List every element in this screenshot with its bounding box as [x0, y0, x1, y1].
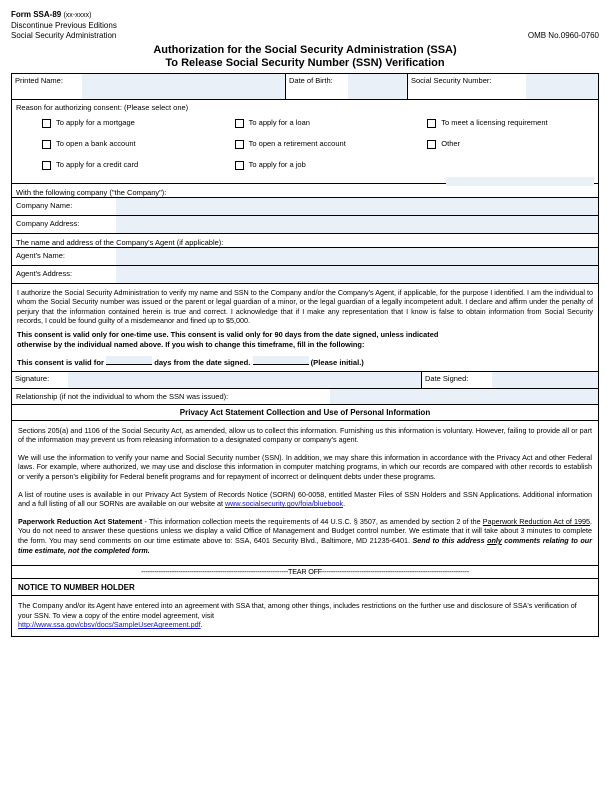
pra-text-1: - This information collection meets the requirements of 44 U.S.C. § 3507, as amended by section 2 of the: [142, 516, 483, 526]
relationship-row: [12, 389, 598, 405]
checkbox-bank-account[interactable]: [16, 139, 209, 149]
pra-note-1: Send to this address: [412, 535, 488, 545]
pra-text-2: . You do not need to answer these questions unless we display a valid Office of Management and Budget control number. We estimate that it will take about 3 minutes to complete the form. You may send comments on our time estimate above to: SSA, 6401 Security Blvd., Baltimore, MD 21235-6401.: [18, 516, 592, 545]
reason-cell-6: [16, 160, 209, 181]
checkbox-label: To open a retirement account: [248, 139, 346, 148]
date-signed-input[interactable]: [492, 372, 598, 388]
checkbox-other[interactable]: [401, 139, 594, 149]
pra-note-only: only: [487, 535, 502, 545]
checkbox-box-icon[interactable]: [427, 119, 436, 128]
form-header: [11, 10, 599, 43]
title-line-2: To Release Social Security Number (SSN) Verification: [165, 57, 445, 69]
checkbox-licensing[interactable]: [401, 118, 594, 128]
checkbox-label: To meet a licensing requirement: [441, 118, 548, 127]
reason-section: [12, 100, 598, 184]
reason-cell-0: [16, 118, 209, 139]
checkbox-label: To apply for a credit card: [56, 160, 139, 169]
printed-name-cell: [12, 74, 286, 99]
sample-user-agreement-link[interactable]: http://www.ssa.gov/cbsv/docs/SampleUserAgreement.pdf: [18, 620, 201, 630]
signature-label: Signature:: [15, 373, 50, 383]
dob-input[interactable]: [348, 74, 407, 99]
consent-duration-mid: days from the date signed.: [154, 357, 251, 367]
dob-label: Date of Birth:: [289, 76, 333, 85]
agency-line: Social Security Administration: [11, 31, 117, 40]
tear-off-divider: -------------------------------------------------------------------TEAR OFF-------------------------------------------------------------------: [12, 565, 598, 579]
signature-row: [12, 372, 598, 389]
form-edition-suffix: (xx-xxxx): [63, 12, 92, 19]
agent-address-input[interactable]: [116, 266, 598, 283]
checkbox-label: To open a bank account: [56, 139, 136, 148]
reason-cell-3: [16, 139, 209, 160]
privacy-act-title: Privacy Act Statement Collection and Use of Personal Information: [12, 405, 598, 421]
privacy-act-body: [12, 421, 598, 566]
form-body-box: [11, 73, 599, 637]
notice-text: The Company and/or its Agent have entered into an agreement with SSA that, among other things, includes restrictions on the further use and disclosure of SSA's verification of your SSN. To view a copy of the entire model agreement, visit: [18, 601, 577, 620]
checkbox-retirement-account[interactable]: [209, 139, 402, 149]
privacy-paragraph-3-end: .: [343, 499, 346, 509]
company-name-input[interactable]: [116, 198, 598, 215]
checkbox-job[interactable]: [209, 160, 402, 170]
privacy-paragraph-3: [18, 490, 592, 509]
relationship-input[interactable]: [330, 389, 598, 404]
privacy-paragraph-1: Sections 205(a) and 1106 of the Social Security Act, as amended, allow us to collect this information. Furnishing us this information is voluntary. However, failing to provide all or part of the information may prevent us from releasing information to a designated company or company's agent.: [18, 425, 592, 445]
printed-name-input[interactable]: [82, 74, 285, 99]
date-signed-label: Date Signed:: [425, 373, 469, 383]
company-address-row: [12, 216, 598, 234]
relationship-label: Relationship (if not the individual to whom the SSN was issued):: [16, 391, 229, 401]
other-reason-input[interactable]: [446, 177, 594, 186]
checkbox-box-icon[interactable]: [235, 161, 244, 170]
paperwork-reduction-paragraph: [18, 517, 592, 555]
title-line-1: Authorization for the Social Security Administration (SSA): [153, 44, 457, 56]
discontinue-line: Discontinue Previous Editions: [11, 21, 117, 30]
reason-checkbox-grid: [16, 118, 594, 181]
identity-row: [12, 74, 598, 100]
checkbox-box-icon[interactable]: [427, 140, 436, 149]
form-number-line: [11, 10, 599, 21]
ssn-label: Social Security Number:: [411, 76, 492, 85]
reason-cell-1: [209, 118, 402, 139]
agent-address-row: [12, 266, 598, 284]
pra-act-link: Paperwork Reduction Act of 1995: [482, 516, 590, 526]
checkbox-loan[interactable]: [209, 118, 402, 128]
company-address-input[interactable]: [116, 216, 598, 233]
pra-note-2: comments relating to our time estimate, not the completed form.: [18, 535, 592, 555]
notice-text-end: .: [200, 620, 203, 630]
checkbox-label: Other: [441, 139, 461, 148]
date-signed-cell: [422, 372, 598, 388]
consent-validity-line-2: otherwise by the individual named above. If you wish to change this timeframe, fill in the following:: [17, 339, 365, 349]
checkbox-box-icon[interactable]: [42, 140, 51, 149]
reason-lead: Reason for authorizing consent: (Please select one): [16, 103, 189, 112]
page-title: [11, 44, 599, 70]
agent-name-label: Agent's Name:: [16, 251, 65, 260]
agent-name-row: [12, 248, 598, 266]
checkbox-label: To apply for a mortgage: [56, 118, 135, 127]
company-address-label: Company Address:: [16, 219, 80, 228]
dob-cell: [286, 74, 408, 99]
company-heading: With the following company ("the Company"):: [12, 184, 598, 198]
consent-validity-note: [12, 330, 598, 354]
checkbox-box-icon[interactable]: [235, 140, 244, 149]
consent-validity-line-1: This consent is valid only for one-time use. This consent is valid only for 90 days from the date signed, unless indicated: [17, 329, 439, 339]
ssn-input[interactable]: [526, 74, 598, 99]
agent-name-input[interactable]: [116, 248, 598, 265]
agent-heading: The name and address of the Company's Agent (if applicable):: [12, 234, 598, 248]
checkbox-box-icon[interactable]: [235, 119, 244, 128]
bluebook-link[interactable]: www.socialsecurity.gov/foia/bluebook: [224, 499, 344, 509]
reason-cell-5: [401, 139, 594, 160]
notice-heading: NOTICE TO NUMBER HOLDER: [12, 579, 598, 596]
checkbox-credit-card[interactable]: [16, 160, 209, 170]
checkbox-label: To apply for a loan: [248, 118, 310, 127]
checkbox-box-icon[interactable]: [42, 119, 51, 128]
reason-cell-7: [209, 160, 402, 181]
consent-duration-row: [12, 354, 598, 372]
agent-address-label: Agent's Address:: [16, 269, 73, 278]
signature-cell: [12, 372, 422, 388]
checkbox-label: To apply for a job: [248, 160, 306, 169]
checkbox-box-icon[interactable]: [42, 161, 51, 170]
privacy-paragraph-3-text: A list of routine uses is available in our Privacy Act System of Records Notice (SORN) 60-0058, entitled Master Files of SSN Holders and SSN Applications. Additional information and a full listing of all our SORNs are available on our website at: [18, 489, 592, 509]
signature-input[interactable]: [68, 372, 421, 388]
pra-heading: Paperwork Reduction Act Statement: [18, 516, 143, 526]
omb-number: OMB No.0960-0760: [527, 31, 599, 40]
company-name-label: Company Name:: [16, 201, 73, 210]
checkbox-mortgage[interactable]: [16, 118, 209, 128]
consent-days-input[interactable]: [106, 356, 152, 365]
reason-cell-4: [209, 139, 402, 160]
printed-name-label: Printed Name:: [15, 76, 63, 85]
consent-duration-suffix: (Please initial.): [310, 357, 364, 367]
privacy-paragraph-2: We will use the information to verify your name and Social Security number (SSN). In addition, we may share this information in accordance with the Privacy Act and other Federal laws. For example, where authorized, we may use and disclose this information in computer matching programs, in which our records are compared with other records to establish or verify a person's eligibility for Federal benefit programs and for repayment of incorrect or delinquent debts under these programs.: [18, 452, 592, 481]
authorization-paragraph: I authorize the Social Security Administration to verify my name and SSN to the Company and/or the Company's Agent, if applicable, for the purpose I identified. I am the individual to whom the Social Security number was issued or the parent or legal guardian of a minor, or the legal guardian of a legally incompetent adult. I declare and affirm under the penalty of perjury that the information contained herein is true and correct. I acknowledge that if I make any representation that I know is false to obtain information from Social Security records, I could be found guilty of a misdemeanor and fined up to $5,000.: [17, 288, 593, 326]
consent-duration-prefix: This consent is valid for: [17, 357, 104, 367]
consent-initial-input[interactable]: [253, 356, 309, 365]
reason-cell-2: [401, 118, 594, 139]
notice-body: [12, 596, 598, 636]
ssn-cell: [408, 74, 598, 99]
company-name-row: [12, 198, 598, 216]
form-number: Form SSA-89: [11, 10, 62, 19]
